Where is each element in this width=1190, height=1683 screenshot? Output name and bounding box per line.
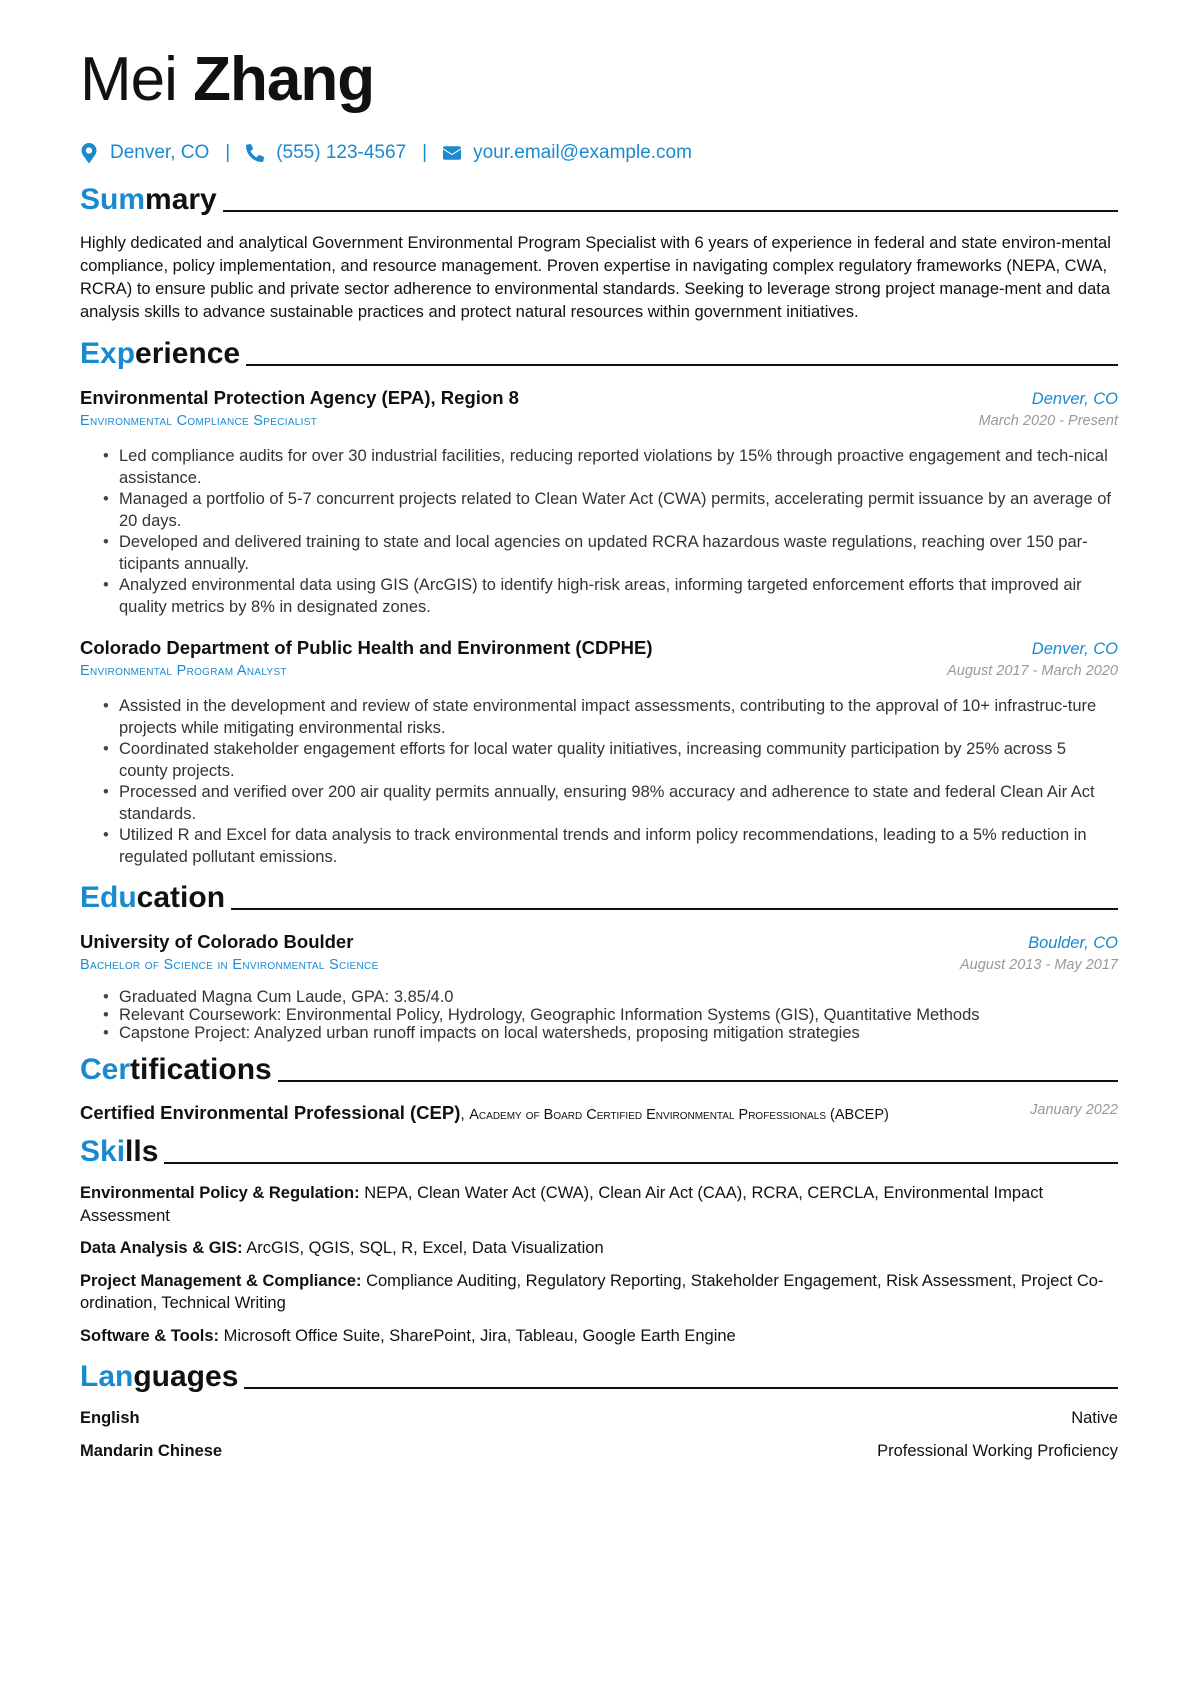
job-title: Environmental Program Analyst [80,663,287,679]
cert-name: Certified Environmental Professional (CEP) [80,1102,461,1123]
skill-row [80,1270,1118,1315]
job-location: Denver, CO [1031,640,1118,658]
experience-entry [80,636,1118,868]
list-item: • Utilized R and Excel for data analysis to track environmental trends and inform policy recommendations, leading to a 5% reduction in regulated pollutant emissions. [119,825,1118,868]
envelope-icon [443,143,461,163]
phone-text: (555) 123-4567 [276,142,407,163]
summary-text: Highly dedicated and analytical Government Environmental Program Specialist with 6 years of experience in federal and state environ-mental compliance, policy implementation, and resource management. Proven expertise in navigating complex regulatory frameworks (NEPA, CWA, RCRA) to ensure public and private sector adherence to environmental standards. Seeking to leverage strong project manage-ment and data analysis skills to advance sustainable practices and protect natural resources within government initiatives. [80,234,1111,321]
skill-value: NEPA, Clean Water Act (CWA), Clean Air Act (CAA), RCRA, CERCLA, Environmental Impact Assessment [80,1184,1044,1225]
heading-accent: Edu [80,881,137,914]
list-item: • Managed a portfolio of 5-7 concurrent projects related to Clean Water Act (CWA) permits, accelerating permit issuance by an average of 20 days. [119,489,1118,532]
skill-value: Compliance Auditing, Regulatory Reporting, Stakeholder Engagement, Risk Assessment, Project Co-ordination, Technical Writing [80,1271,1104,1312]
location-text: Denver, CO [110,142,210,163]
skills-heading [80,1134,1118,1170]
skill-value: ArcGIS, QGIS, SQL, R, Excel, Data Visualization [246,1239,604,1257]
language-level: Native [1071,1409,1118,1427]
cert-date: January 2022 [1030,1102,1118,1118]
list-item: • Analyzed environmental data using GIS (ArcGIS) to identify high-risk areas, informing targeted enforcement efforts that improved air quality metrics by 8% in designated zones. [119,575,1118,618]
languages-heading [80,1359,1118,1395]
list-item: • Relevant Coursework: Environmental Policy, Hydrology, Geographic Information Systems (GIS), Quantitative Methods [119,1006,1118,1024]
job-dates: August 2017 - March 2020 [947,663,1118,679]
heading-accent: Lan [80,1360,134,1393]
education-bullets [80,988,1118,1042]
language-level: Professional Working Proficiency [877,1442,1118,1460]
section-rule [278,1080,1118,1082]
heading-rest: mary [145,183,217,216]
employer-name: Environmental Protection Agency (EPA), Region 8 [80,387,519,408]
job-location: Denver, CO [1031,390,1118,408]
job-title: Environmental Compliance Specialist [80,413,318,429]
skill-label: Software & Tools: [80,1326,220,1345]
contact-location [80,142,209,164]
heading-rest: guages [133,1360,239,1393]
list-item: • Developed and delivered training to state and local agencies on updated RCRA hazardous waste regulations, reaching over 150 par-ticipants annually. [119,532,1118,575]
list-item: • Coordinated stakeholder engagement efforts for local water quality initiatives, increasing community participation by 25% across 5 county projects. [119,739,1118,782]
certifications-heading [80,1052,1118,1088]
skill-value: Microsoft Office Suite, SharePoint, Jira, Tableau, Google Earth Engine [223,1326,736,1345]
skill-label: Environmental Policy & Regulation: [80,1184,360,1202]
experience-entry [80,386,1118,618]
section-rule [164,1162,1118,1164]
experience-heading [80,336,1118,372]
certification-entry [80,1102,1118,1126]
heading-accent: Exp [80,337,136,370]
list-item: • Processed and verified over 200 air quality permits annually, ensuring 98% accuracy and adherence to state and federal Clean Air Act standards. [119,782,1118,825]
cert-separator: , [460,1106,465,1123]
skill-label: Data Analysis & GIS: [80,1239,243,1257]
summary-heading [80,182,1118,218]
list-item: • Assisted in the development and review of state environmental impact assessments, contributing to the approval of 10+ infrastruc-ture projects while mitigating environmental risks. [119,696,1118,739]
first-name: Mei [80,45,177,114]
heading-accent: Sum [80,183,146,216]
education-dates: August 2013 - May 2017 [960,957,1118,973]
job-dates: March 2020 - Present [978,413,1118,429]
contact-info [80,138,1118,168]
contact-separator: | [225,142,231,163]
skill-row [80,1182,1118,1227]
skill-row [80,1237,1118,1260]
phone-icon [246,143,264,163]
heading-rest: lls [125,1135,159,1168]
heading-rest: erience [135,337,241,370]
map-pin-icon [80,143,98,163]
contact-email[interactable] [443,142,692,164]
education-heading [80,880,1118,916]
email-text: your.email@example.com [473,142,692,163]
resume-page [80,40,1118,1462]
contact-separator: | [422,142,428,163]
language-row [80,1440,1118,1462]
last-name: Zhang [193,45,375,114]
degree: Bachelor of Science in Environmental Science [80,957,379,973]
education-entry [80,930,1118,1042]
heading-accent: Cer [80,1053,131,1086]
language-name: English [80,1409,140,1427]
list-item: • Capstone Project: Analyzed urban runoff impacts on local watersheds, proposing mitigation strategies [119,1024,1118,1042]
candidate-name [80,40,1118,120]
school-name: University of Colorado Boulder [80,931,354,952]
contact-phone[interactable] [246,142,406,164]
section-rule [231,908,1118,910]
job-bullets [80,446,1118,618]
skill-label: Project Management & Compliance: [80,1271,362,1290]
section-rule [244,1387,1118,1389]
skill-row [80,1325,1118,1348]
list-item: • Led compliance audits for over 30 industrial facilities, reducing reported violations by 15% through proactive engagement and tech-nical assistance. [119,446,1118,489]
language-name: Mandarin Chinese [80,1442,223,1460]
heading-rest: cation [136,881,226,914]
school-location: Boulder, CO [1028,934,1118,952]
section-rule [246,364,1118,366]
language-row [80,1407,1118,1429]
list-item: • Graduated Magna Cum Laude, GPA: 3.85/4.0 [119,988,1118,1006]
employer-name: Colorado Department of Public Health and Environment (CDPHE) [80,637,653,658]
heading-rest: tifications [130,1053,272,1086]
cert-org: Academy of Board Certified Environmental Professionals (ABCEP) [469,1107,889,1123]
heading-accent: Ski [80,1135,126,1168]
job-bullets [80,696,1118,868]
section-rule [223,210,1118,212]
